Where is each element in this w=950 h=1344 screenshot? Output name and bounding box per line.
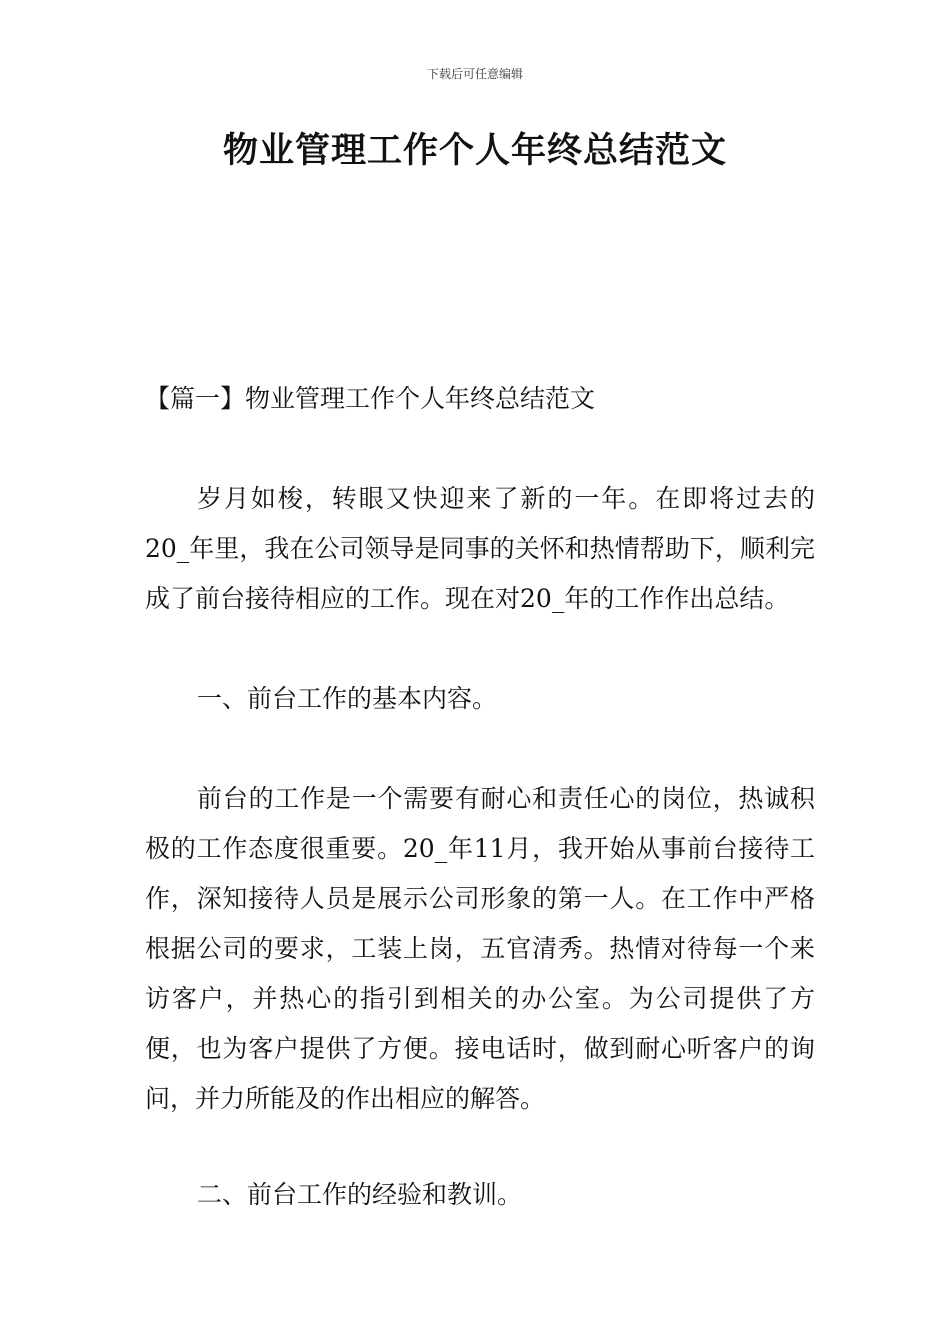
sub-heading-experience: 二、前台工作的经验和教训。 (197, 1180, 523, 1209)
basic-content-paragraph: 前台的工作是一个需要有耐心和责任心的岗位，热诚积极的工作态度很重要。20_年11月，我开始从事前台接待工作，深知接待人员是展示公司形象的第一人。在工作中严格根据公司的要求，工装上岗，五官清秀。热情对待每一个来访客户，并热心的指引到相关的办公室。为公司提供了方便，也为客户提供了方便。接电话时，做到耐心听客户的询问，并力所能及的作出相应的解答。 (145, 784, 815, 1113)
intro-paragraph: 岁月如梭，转眼又快迎来了新的一年。在即将过去的20_年里，我在公司领导是同事的关怀和热情帮助下，顺利完成了前台接待相应的工作。现在对20_年的工作作出总结。 (145, 484, 815, 613)
document-title: 物业管理工作个人年终总结范文 (222, 130, 727, 171)
download-note: 下载后可任意编辑 (426, 67, 523, 81)
sub-heading-basic-content: 一、前台工作的基本内容。 (197, 684, 498, 713)
section-heading: 【篇一】物业管理工作个人年终总结范文 (145, 384, 596, 413)
